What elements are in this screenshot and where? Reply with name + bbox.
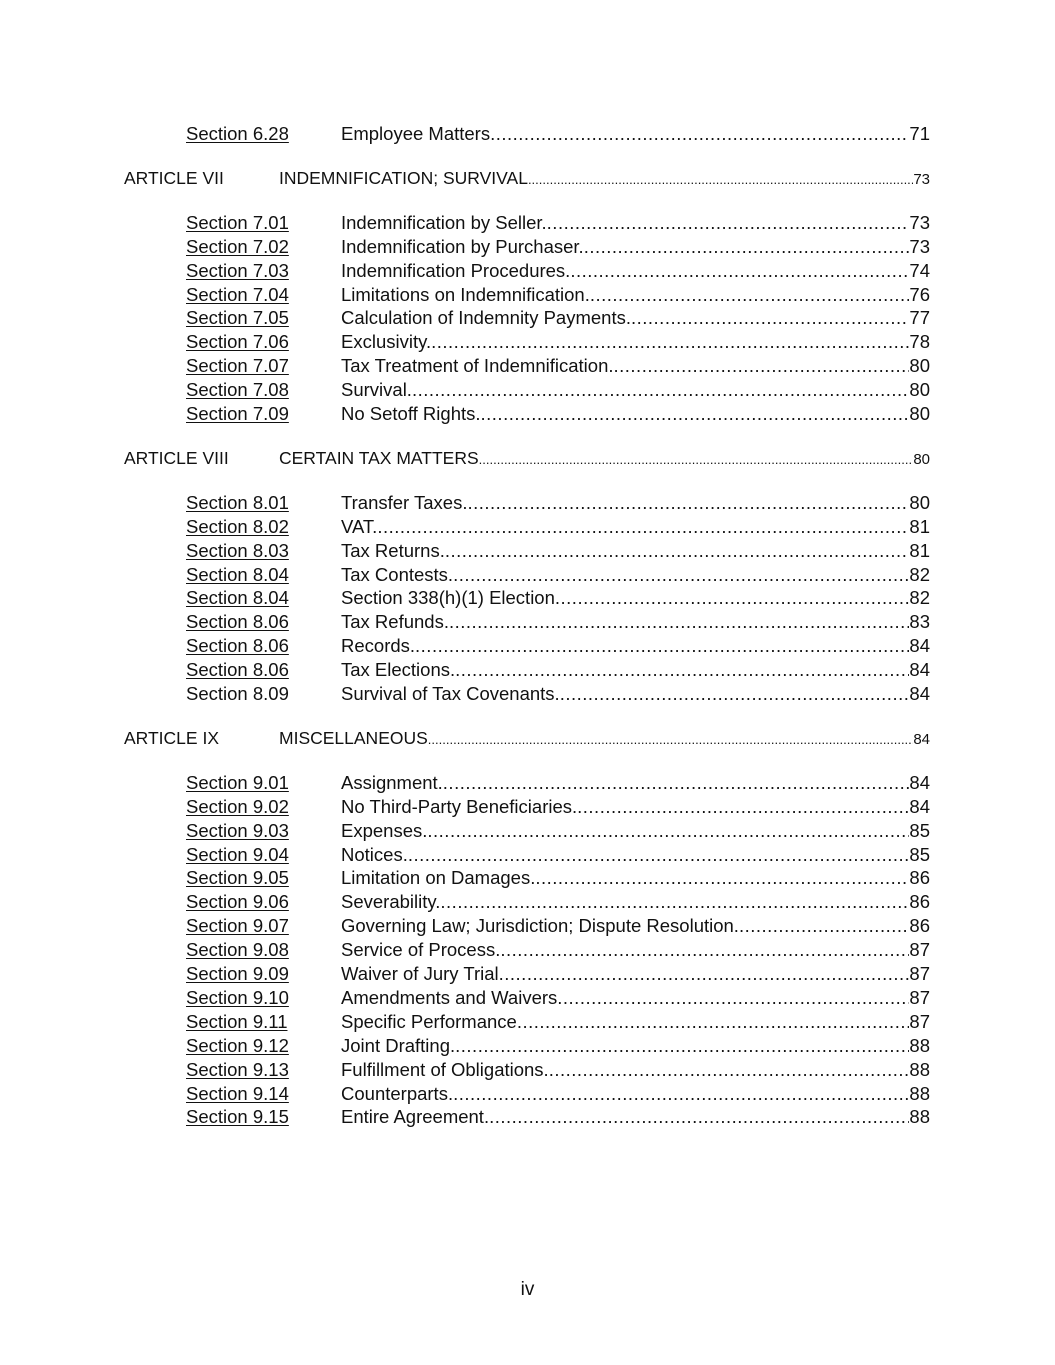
section-title: Survival of Tax Covenants. [341, 683, 560, 705]
page-reference: 84 [913, 730, 930, 748]
toc-section-row [0, 795, 1055, 819]
toc-entry [341, 563, 930, 587]
section-title: Tax Contests. [341, 563, 454, 585]
page-reference: 76 [909, 283, 930, 305]
dot-leader [549, 1058, 910, 1082]
toc-entry [341, 235, 930, 259]
toc-entry [341, 1082, 930, 1106]
page-reference: 88 [909, 1106, 930, 1128]
dot-leader [631, 306, 909, 330]
page-reference: 71 [909, 123, 930, 144]
section-title: Expenses. [341, 819, 428, 841]
toc-entry [341, 890, 930, 914]
section-link[interactable]: Section 9.08 [186, 939, 289, 961]
section-title: Entire Agreement. [341, 1106, 490, 1128]
toc-entry [341, 610, 930, 634]
dot-leader [577, 795, 909, 819]
article-number: ARTICLE VIII [124, 447, 229, 468]
dot-leader [455, 658, 909, 682]
toc-article-heading [0, 448, 1055, 468]
dot-leader [455, 1034, 909, 1058]
dot-leader [584, 235, 910, 259]
page-reference: 80 [909, 491, 930, 513]
section-title: Notices. [341, 843, 408, 865]
page-reference: 73 [909, 235, 930, 257]
toc-section-row [0, 962, 1055, 986]
section-link[interactable]: Section 9.02 [186, 795, 289, 817]
section-title: Limitations on Indemnification. [341, 283, 590, 305]
section-title: Tax Returns. [341, 539, 445, 561]
section-link[interactable]: Section 7.04 [186, 283, 289, 305]
section-link[interactable]: Section 8.04 [186, 563, 289, 585]
section-link[interactable]: Section 8.02 [186, 515, 289, 537]
toc-entry [341, 866, 930, 890]
dot-leader [739, 914, 909, 938]
section-title: Specific Performance [341, 1010, 517, 1032]
page-number: iv [520, 1279, 535, 1300]
toc-article-heading [0, 168, 1055, 188]
dot-leader [412, 378, 909, 402]
page-reference: 87 [909, 986, 930, 1008]
page-reference: 87 [909, 939, 930, 961]
dot-leader [535, 866, 909, 890]
toc-entry [279, 168, 930, 190]
page-reference: 88 [909, 1034, 930, 1056]
toc-entry [341, 819, 930, 843]
page-reference: 80 [909, 403, 930, 425]
section-link[interactable]: Section 7.06 [186, 331, 289, 353]
toc-section-row [0, 378, 1055, 402]
dot-leader [490, 122, 909, 146]
section-title: Indemnification by Seller. [341, 211, 547, 233]
dot-leader [408, 843, 910, 867]
toc-entry [341, 634, 930, 658]
section-title: Counterparts. [341, 1082, 454, 1104]
dot-leader [440, 890, 909, 914]
article-title: MISCELLANEOUS [279, 727, 428, 748]
page-reference: 86 [909, 891, 930, 913]
toc-section-row [0, 306, 1055, 330]
toc-section-row [0, 563, 1055, 587]
section-link[interactable]: Section 9.11 [186, 1010, 288, 1032]
dot-leader [517, 1010, 910, 1034]
toc-entry [341, 515, 930, 539]
dot-leader [590, 283, 910, 307]
section-link[interactable]: Section 9.01 [186, 771, 289, 793]
section-link[interactable]: Section 6.28 [186, 123, 289, 144]
dot-leader [489, 1105, 909, 1129]
toc-entry [341, 795, 930, 819]
section-title: No Third-Party Beneficiaries. [341, 795, 578, 817]
section-link[interactable]: Section 7.01 [186, 211, 289, 233]
section-link: Section 8.09 [186, 683, 289, 705]
section-title: Amendments and Waivers [341, 986, 558, 1008]
section-title: Employee Matters [341, 123, 491, 144]
dot-leader [528, 170, 913, 190]
section-link[interactable]: Section 8.01 [186, 491, 289, 513]
page-reference: 85 [909, 843, 930, 865]
dot-leader [614, 354, 910, 378]
toc-entry [341, 682, 930, 706]
page-reference: 86 [909, 915, 930, 937]
toc-entry [341, 1010, 930, 1034]
toc-section-row [0, 402, 1055, 426]
page-reference: 73 [909, 211, 930, 233]
section-title: Tax Elections. [341, 659, 456, 681]
page-reference: 80 [909, 379, 930, 401]
toc-entry [341, 658, 930, 682]
toc-section-row [0, 122, 1055, 146]
toc-section-row [0, 986, 1055, 1010]
toc-article-heading [0, 728, 1055, 748]
toc-section-row [0, 914, 1055, 938]
article-number: ARTICLE VII [124, 167, 224, 188]
page-reference: 87 [909, 1010, 930, 1032]
section-link[interactable]: Section 7.02 [186, 235, 289, 257]
page-reference: 81 [909, 539, 930, 561]
toc-entry [341, 354, 930, 378]
toc-section-row [0, 890, 1055, 914]
toc-section-row [0, 682, 1055, 706]
section-link[interactable]: Section 8.06 [186, 611, 289, 633]
page-reference: 80 [909, 355, 930, 377]
section-title: VAT. [341, 515, 378, 537]
section-link[interactable]: Section 9.13 [186, 1058, 289, 1080]
dot-leader [481, 402, 910, 426]
page-reference: 73 [913, 170, 930, 188]
toc-entry [341, 330, 930, 354]
page-reference: 84 [909, 795, 930, 817]
article-number: ARTICLE IX [124, 727, 219, 748]
section-title: Fulfillment of Obligations. [341, 1058, 549, 1080]
page-reference: 86 [909, 867, 930, 889]
page-reference: 85 [909, 819, 930, 841]
toc-section-row [0, 330, 1055, 354]
page-reference: 84 [909, 635, 930, 657]
toc-entry [341, 586, 930, 610]
page-reference: 83 [909, 611, 930, 633]
toc-entry [341, 1058, 930, 1082]
toc-section-row [0, 658, 1055, 682]
toc-section-row [0, 235, 1055, 259]
page-reference: 78 [909, 331, 930, 353]
dot-leader [547, 211, 910, 235]
dot-leader [499, 962, 910, 986]
dot-leader [443, 771, 910, 795]
toc-section-row [0, 211, 1055, 235]
toc-entry [341, 283, 930, 307]
toc-section-row [0, 819, 1055, 843]
dot-leader [555, 586, 910, 610]
page-reference: 87 [909, 963, 930, 985]
dot-leader [500, 938, 909, 962]
page-reference: 84 [909, 659, 930, 681]
toc-section-row [0, 491, 1055, 515]
toc-entry [341, 122, 930, 146]
toc-section-row [0, 938, 1055, 962]
dot-leader [570, 259, 909, 283]
toc-section-row [0, 843, 1055, 867]
toc-entry [341, 1034, 930, 1058]
page-reference: 80 [913, 450, 930, 468]
section-title: Joint Drafting. [341, 1034, 456, 1056]
dot-leader [560, 682, 910, 706]
section-link[interactable]: Section 7.09 [186, 403, 289, 425]
dot-leader [445, 539, 910, 563]
section-link[interactable]: Section 9.15 [186, 1106, 289, 1128]
dot-leader [427, 819, 909, 843]
toc-section-row [0, 1058, 1055, 1082]
toc-section-row [0, 1105, 1055, 1129]
dot-leader [428, 730, 914, 750]
toc-entry [341, 402, 930, 426]
section-title: Severability. [341, 891, 441, 913]
section-link[interactable]: Section 9.05 [186, 867, 289, 889]
toc-section-row [0, 610, 1055, 634]
toc-entry [341, 962, 930, 986]
toc-entry [341, 843, 930, 867]
toc-entry [279, 728, 930, 750]
section-link[interactable]: Section 8.06 [186, 659, 289, 681]
toc-entry [341, 771, 930, 795]
section-title: No Setoff Rights. [341, 403, 481, 425]
page-reference: 81 [909, 515, 930, 537]
page-reference: 88 [909, 1082, 930, 1104]
toc-section-row [0, 1082, 1055, 1106]
toc-section-row [0, 259, 1055, 283]
dot-leader [377, 515, 909, 539]
section-title: Exclusivity. [341, 331, 432, 353]
toc-entry [341, 211, 930, 235]
section-title: Waiver of Jury Trial [341, 963, 499, 985]
section-title: Service of Process. [341, 939, 501, 961]
section-link[interactable]: Section 9.10 [186, 986, 289, 1008]
dot-leader [479, 450, 914, 470]
section-link[interactable]: Section 7.05 [186, 307, 289, 329]
section-title: Section 338(h)(1) Election [341, 587, 555, 609]
section-link[interactable]: Section 9.14 [186, 1082, 289, 1104]
section-link[interactable]: Section 7.08 [186, 379, 289, 401]
section-link[interactable]: Section 8.04 [186, 587, 289, 609]
dot-leader [431, 330, 909, 354]
toc-entry [341, 259, 930, 283]
article-title: CERTAIN TAX MATTERS [279, 447, 479, 468]
toc-entry [279, 448, 930, 470]
section-title: Tax Refunds. [341, 611, 449, 633]
toc-section-row [0, 354, 1055, 378]
section-title: Assignment. [341, 771, 443, 793]
toc-section-row [0, 1034, 1055, 1058]
table-of-contents [0, 122, 1055, 1129]
toc-entry [341, 378, 930, 402]
toc-entry [341, 938, 930, 962]
toc-section-row [0, 1010, 1055, 1034]
section-title: Calculation of Indemnity Payments. [341, 307, 631, 329]
toc-entry [341, 914, 930, 938]
section-link[interactable]: Section 9.09 [186, 963, 289, 985]
page-reference: 84 [909, 683, 930, 705]
section-title: Indemnification Procedures. [341, 259, 571, 281]
page-reference: 88 [909, 1058, 930, 1080]
toc-entry [341, 986, 930, 1010]
section-title: Limitation on Damages. [341, 867, 536, 889]
page-reference: 82 [909, 563, 930, 585]
dot-leader [557, 986, 909, 1010]
section-link[interactable]: Section 9.12 [186, 1034, 289, 1056]
page-reference: 84 [909, 771, 930, 793]
page-reference: 77 [909, 307, 930, 329]
section-link[interactable]: Section 9.03 [186, 819, 289, 841]
dot-leader [467, 491, 909, 515]
section-title: Transfer Taxes. [341, 491, 468, 513]
toc-section-row [0, 866, 1055, 890]
section-link[interactable]: Section 9.06 [186, 891, 289, 913]
section-link[interactable]: Section 8.06 [186, 635, 289, 657]
section-title: Governing Law; Jurisdiction; Dispute Resolution. [341, 915, 739, 937]
section-link[interactable]: Section 7.03 [186, 259, 289, 281]
toc-entry [341, 1105, 930, 1129]
article-title: INDEMNIFICATION; SURVIVAL [279, 167, 528, 188]
dot-leader [453, 563, 909, 587]
toc-section-row [0, 771, 1055, 795]
page-reference: 74 [909, 259, 930, 281]
toc-section-row [0, 283, 1055, 307]
section-link[interactable]: Section 9.04 [186, 843, 289, 865]
dot-leader [449, 610, 909, 634]
dot-leader [453, 1082, 909, 1106]
section-title: Indemnification by Purchaser. [341, 235, 584, 257]
toc-entry [341, 539, 930, 563]
section-title: Records. [341, 635, 416, 657]
dot-leader [415, 634, 909, 658]
page-reference: 82 [909, 587, 930, 609]
section-link[interactable]: Section 7.07 [186, 355, 289, 377]
section-link[interactable]: Section 9.07 [186, 915, 289, 937]
toc-section-row [0, 539, 1055, 563]
toc-section-row [0, 586, 1055, 610]
toc-section-row [0, 515, 1055, 539]
section-link[interactable]: Section 8.03 [186, 539, 289, 561]
toc-entry [341, 491, 930, 515]
section-title: Survival. [341, 379, 412, 401]
toc-entry [341, 306, 930, 330]
toc-section-row [0, 634, 1055, 658]
section-title: Tax Treatment of Indemnification. [341, 355, 614, 377]
